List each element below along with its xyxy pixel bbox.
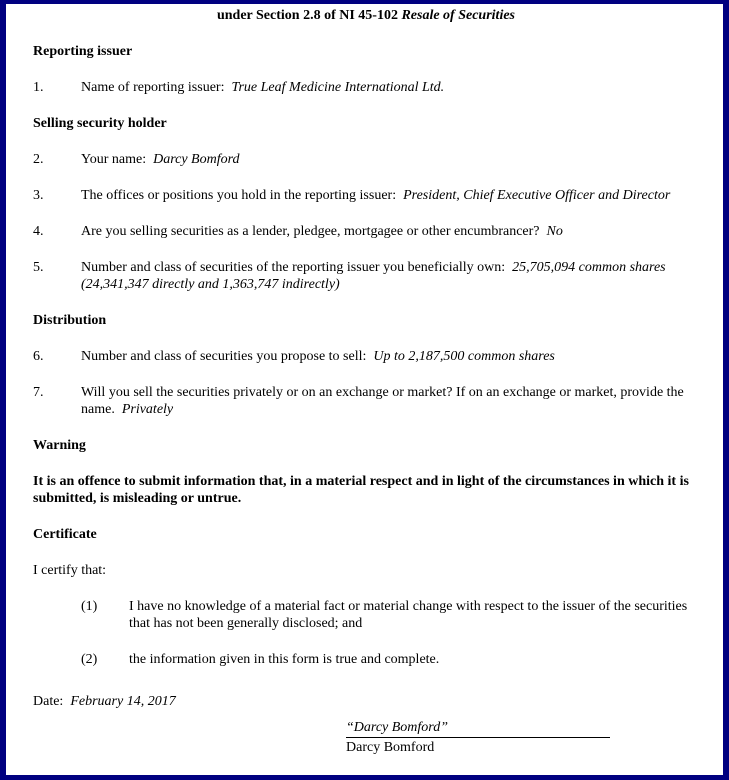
- date-line: [33, 693, 699, 710]
- item-5-label: Number and class of securities of the reporting issuer you beneficially own:: [81, 260, 506, 275]
- warning-paragraph: It is an offence to submit information that, in a material respect and in light of the circumstances in which it is submitted, is misleading or untrue.: [33, 474, 689, 506]
- certification-1: [33, 598, 699, 632]
- signature-printed-name: Darcy Bomford: [346, 740, 435, 755]
- item-3-label: The offices or positions you hold in the reporting issuer:: [81, 188, 397, 203]
- item-4: [33, 223, 699, 240]
- item-4-number: 4.: [33, 224, 44, 239]
- certification-1-text: I have no knowledge of a material fact or material change with respect to the issuer of the securities that has not been generally disclosed; and: [129, 599, 688, 631]
- item-3-number: 3.: [33, 188, 44, 203]
- signature-block: [346, 719, 699, 756]
- item-7-label: Will you sell the securities privately or on an exchange or market? If on an exchange or market, provide the name.: [81, 385, 684, 417]
- heading-selling-security-holder: Selling security holder: [33, 116, 167, 131]
- item-2: [33, 151, 699, 168]
- heading-distribution: Distribution: [33, 313, 107, 328]
- item-7-number: 7.: [33, 385, 44, 400]
- certify-intro: I certify that:: [33, 563, 107, 578]
- certification-1-number: (1): [81, 599, 98, 614]
- item-7: [33, 384, 699, 418]
- signature-line: [346, 719, 610, 738]
- item-1-label: Name of reporting issuer:: [81, 80, 225, 95]
- item-1-number: 1.: [33, 80, 44, 95]
- item-5-number: 5.: [33, 260, 44, 275]
- item-6: [33, 348, 699, 365]
- item-7-value: Privately: [121, 402, 174, 417]
- item-6-label: Number and class of securities you propose to sell:: [81, 349, 367, 364]
- date-value: February 14, 2017: [70, 694, 176, 709]
- item-2-value: Darcy Bomford: [153, 152, 240, 167]
- signature-signed-text: “Darcy Bomford”: [346, 720, 449, 735]
- item-2-number: 2.: [33, 152, 44, 167]
- item-4-label: Are you selling securities as a lender, pledgee, mortgagee or other encumbrancer?: [81, 224, 540, 239]
- item-3-value: President, Chief Executive Officer and Director: [403, 188, 671, 203]
- item-2-label: Your name:: [81, 152, 147, 167]
- form-title-regulation: Resale of Securities: [401, 8, 515, 23]
- form-title-prefix: under Section 2.8 of NI 45-102: [216, 8, 398, 23]
- certification-2-text: the information given in this form is true and complete.: [129, 652, 440, 667]
- heading-certificate: Certificate: [33, 527, 97, 542]
- date-label: Date:: [33, 694, 64, 709]
- certification-2: [33, 651, 699, 668]
- certification-2-number: (2): [81, 652, 98, 667]
- item-5-value: 25,705,094 common shares (24,341,347 directly and 1,363,747 indirectly): [81, 260, 666, 292]
- heading-warning: Warning: [33, 438, 86, 453]
- heading-reporting-issuer: Reporting issuer: [33, 44, 133, 59]
- item-1-value: True Leaf Medicine International Ltd.: [231, 80, 445, 95]
- item-3: [33, 187, 699, 204]
- item-6-number: 6.: [33, 349, 44, 364]
- item-5: [33, 259, 699, 293]
- item-6-value: Up to 2,187,500 common shares: [373, 349, 555, 364]
- form-title: [33, 7, 699, 24]
- item-4-value: No: [546, 224, 563, 239]
- item-1: [33, 79, 699, 96]
